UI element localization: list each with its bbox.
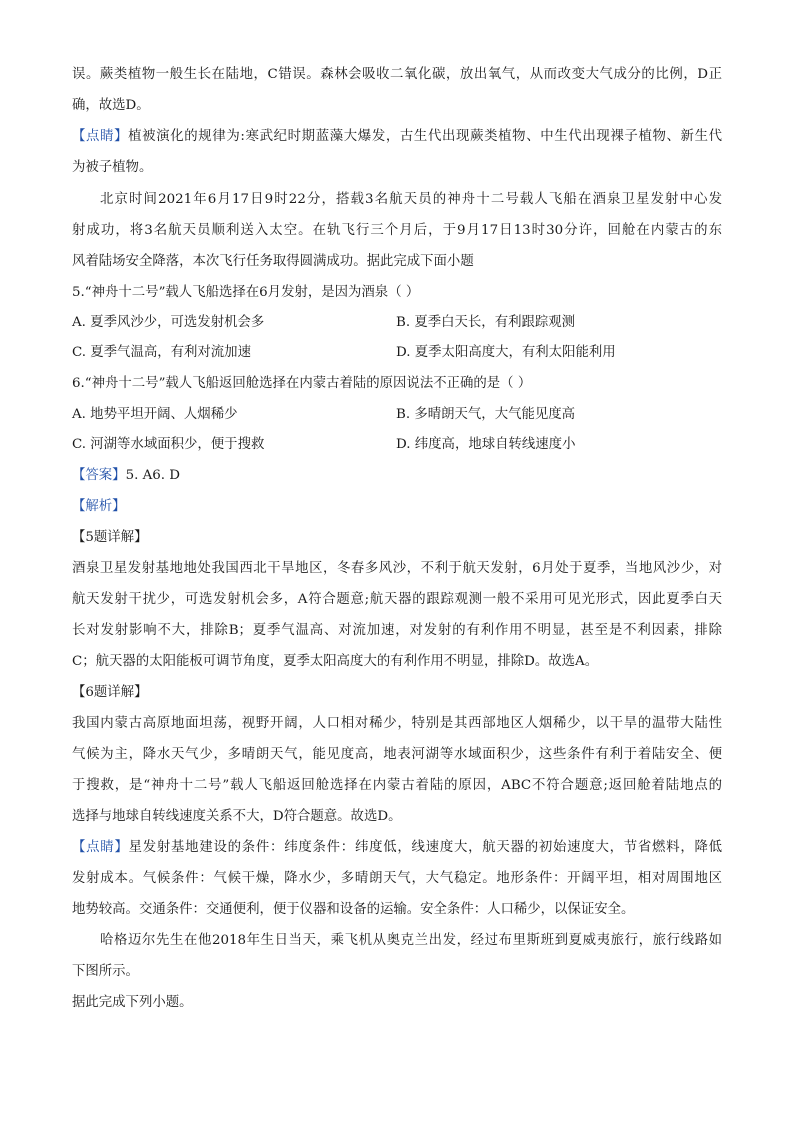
text-line — [72, 158, 722, 178]
text-line — [72, 838, 722, 858]
text-line — [72, 807, 722, 827]
text-line — [72, 776, 722, 796]
text-line — [72, 283, 722, 303]
line-text: 为被子植物。 — [72, 160, 153, 175]
answer-option: D. 纬度高，地球自转线速度小 — [396, 437, 576, 452]
text-line — [72, 590, 722, 610]
line-text: 星发射基地建设的条件：纬度条件：纬度低，线速度大，航天器的初始速度大，节省燃料，降低 — [128, 840, 723, 855]
section-tag: 【点睛】 — [72, 129, 129, 144]
line-text: 【6题详解】 — [72, 685, 148, 700]
answer-option: D. 夏季太阳高度大，有利太阳能利用 — [396, 345, 616, 360]
text-line — [72, 466, 722, 486]
line-text: 地势较高。交通条件：交通便利，便于仪器和设备的运输。安全条件：人口稀少，以保证安全。 — [72, 902, 635, 917]
answer-option: B. 多晴朗天气，大气能见度高 — [396, 407, 576, 422]
answer-option: A. 地势平坦开阔、人烟稀少 — [72, 407, 238, 422]
section-tag: 【答案】 — [72, 468, 126, 483]
text-line — [72, 683, 722, 703]
line-text: 哈格迈尔先生在他2018年生日当天，乘飞机从奥克兰出发，经过布里斯班到夏威夷旅行，旅行线路如 — [100, 933, 722, 948]
text-line — [72, 869, 722, 889]
text-line — [72, 900, 722, 920]
line-text: 风着陆场安全降落，本次飞行任务取得圆满成功。据此完成下面小题 — [72, 254, 474, 269]
text-line — [72, 993, 722, 1013]
line-text: 我国内蒙古高原地面坦荡，视野开阔，人口相对稀少，特别是其西部地区人烟稀少，以干旱的温带大陆性 — [72, 716, 722, 731]
text-line — [72, 528, 722, 548]
answer-option: A. 夏季风沙少，可选发射机会多 — [72, 315, 265, 330]
text-line — [100, 190, 722, 210]
line-text: 6.“神舟十二号”载人飞船返回舱选择在内蒙古着陆的原因说法不正确的是（ ） — [72, 376, 532, 391]
line-text: 酒泉卫星发射基地地处我国西北干旱地区，冬春多风沙，不利于航天发射，6月处于夏季，当地风沙少，对 — [72, 561, 722, 576]
line-text: 北京时间2021年6月17日9时22分，搭载3名航天员的神舟十二号载人飞船在酒泉卫星发射中心发 — [100, 192, 722, 207]
line-text: 航天发射干扰少，可选发射机会多，A符合题意;航天器的跟踪观测一般不采用可见光形式，因此夏季白天 — [72, 592, 722, 607]
text-line — [72, 374, 722, 394]
line-text: 气候为主，降水天气少，多晴朗天气，能见度高，地表河湖等水域面积少，这些条件有利于着陆安全、便 — [72, 747, 722, 762]
line-text: 长对发射影响不大，排除B；夏季气温高、对流加速，对发射的有利作用不明显，甚至是不利因素，排除 — [72, 623, 722, 638]
text-line — [72, 221, 722, 241]
answer-option: C. 夏季气温高，有利对流加速 — [72, 345, 251, 360]
text-line — [72, 621, 722, 641]
line-text: 【5题详解】 — [72, 530, 148, 545]
line-text: 于搜救，是“神舟十二号”载人飞船返回舱选择在内蒙古着陆的原因，ABC不符合题意;返回舱着陆地点的 — [72, 778, 722, 793]
answer-option: B. 夏季白天长，有利跟踪观测 — [396, 315, 576, 330]
line-text: 射成功，将3名航天员顺利送入太空。在轨飞行三个月后，于9月17日13时30分许，回舱在内蒙古的东 — [72, 223, 722, 238]
answer-option: C. 河湖等水域面积少，便于搜救 — [72, 437, 265, 452]
text-line — [72, 252, 722, 272]
section-tag: 【点睛】 — [72, 840, 129, 855]
text-line — [72, 96, 722, 116]
line-text: C；航天器的太阳能板可调节角度，夏季太阳高度大的有利作用不明显，排除D。故选A。 — [72, 654, 599, 669]
line-text: 发射成本。气候条件：气候干燥，降水少，多晴朗天气，大气稳定。地形条件：开阔平坦，相对周围地区 — [72, 871, 722, 886]
section-tag: 【解析】 — [72, 499, 126, 514]
line-text: 确，故选D。 — [72, 98, 150, 113]
text-line — [100, 931, 722, 951]
text-line — [72, 652, 722, 672]
text-line — [72, 559, 722, 579]
line-text: 误。蕨类植物一般生长在陆地，C错误。森林会吸收二氧化碳，放出氧气，从而改变大气成分的比例，D正 — [72, 67, 722, 82]
line-text: 选择与地球自转线速度关系不大，D符合题意。故选D。 — [72, 809, 402, 824]
text-line — [72, 127, 722, 147]
text-line — [72, 497, 722, 517]
line-text: 5.“神舟十二号”载人飞船选择在6月发射，是因为酒泉（ ） — [72, 285, 420, 300]
line-text: 下图所示。 — [72, 964, 139, 979]
text-line — [72, 962, 722, 982]
text-line — [72, 745, 722, 765]
text-line — [72, 714, 722, 734]
line-text: 据此完成下列小题。 — [72, 995, 193, 1010]
line-text: 植被演化的规律为:寒武纪时期蓝藻大爆发，古生代出现蕨类植物、中生代出现裸子植物、新生代 — [128, 129, 723, 144]
text-line — [72, 65, 722, 85]
line-text: 5. A6. D — [125, 468, 181, 483]
